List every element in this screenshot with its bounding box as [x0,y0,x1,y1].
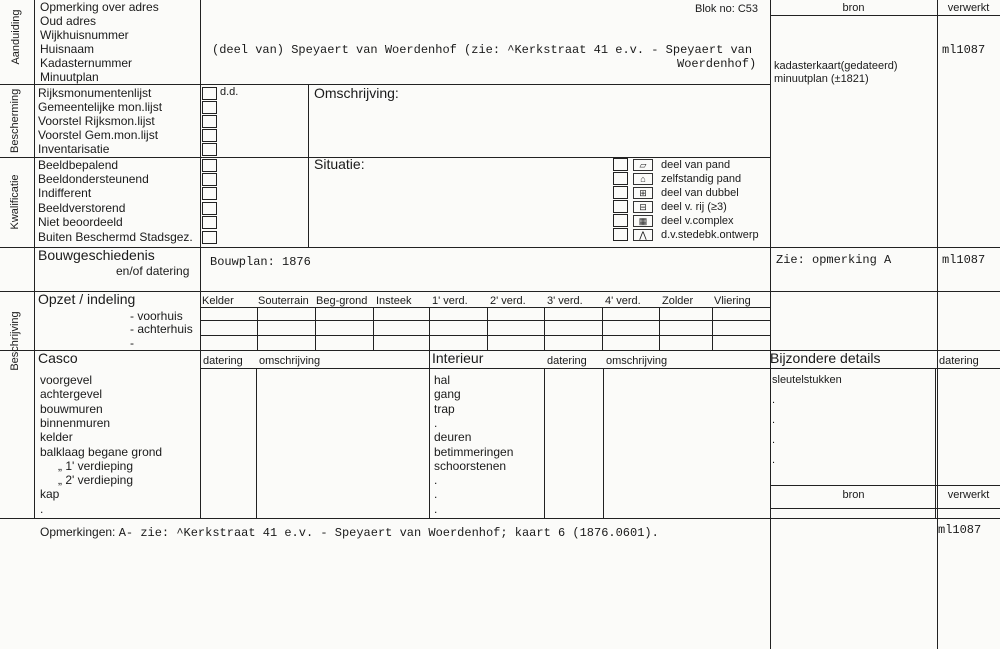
opzet-row-label: - achterhuis [130,322,193,336]
bron-header-2: bron [842,489,865,501]
opzet-col-8 [659,307,660,350]
situatie-item: deel v.complex [661,215,734,227]
casco-item: voorgevel [40,373,93,387]
opzet-col-header: Souterrain [258,295,309,307]
aanduiding-item: Oud adres [40,14,97,28]
interieur-item: betimmeringen [434,445,514,459]
interieur-omschrijving: omschrijving [606,355,668,367]
casco-item: kelder [40,430,73,444]
interieur-item: gang [434,387,461,401]
blok-value: C53 [737,3,758,15]
bron-col-line [770,0,771,649]
opzet-col-header: Vliering [714,295,751,307]
casco-item: achtergevel [40,387,103,401]
situatie-label: Situatie: [314,156,365,172]
situatie-checkbox[interactable] [613,186,628,199]
opzet-col-5 [487,307,488,350]
kwalificatie-item: Niet beoordeeld [38,215,123,229]
situatie-item: deel v. rij (≥3) [661,201,727,213]
opmerkingen-label: Opmerkingen: [40,525,116,539]
casco-omschrijving: omschrijving [259,355,321,367]
bron-kadasterkaart: kadasterkaart(gedateerd) [774,60,898,72]
section-label-bescherming: Bescherming [9,88,21,153]
bescherming-item: Rijksmonumentenlijst [38,86,152,100]
opzet-col-header: 4' verd. [605,295,641,307]
stedebouw-icon: ⋀ [633,229,653,241]
bescherming-item: Inventarisatie [38,142,110,156]
bouw-verwerkt: ml1087 [942,253,986,267]
casco-datering: datering [203,355,243,367]
rail-line [34,0,35,518]
situatie-checkbox[interactable] [613,172,628,185]
divider-bouwgeschiedenis [0,291,1000,292]
opzet-col-4 [429,307,430,350]
opzet-col-header: 2' verd. [490,295,526,307]
kwalificatie-item: Buiten Beschermd Stadsgez. [38,230,193,244]
situatie-item: deel van pand [661,159,731,171]
col-line-2 [308,84,309,247]
opzet-row-label: - voorhuis [130,309,183,323]
bijzondere-item: sleutelstukken [772,374,842,386]
opzet-title: Opzet / indeling [38,291,136,307]
kwalificatie-item: Beeldondersteunend [38,172,149,186]
opzet-row-2 [200,320,770,321]
opzet-col-3 [373,307,374,350]
casco-col-a [200,350,201,518]
bescherming-checkbox[interactable] [202,143,217,156]
bescherming-checkbox[interactable] [202,87,217,100]
kwalificatie-checkbox[interactable] [202,187,217,200]
casco-item: binnenmuren [40,416,111,430]
opzet-col-1 [257,307,258,350]
kwalificatie-item: Beeldbepalend [38,158,119,172]
divider-casco [0,518,1000,519]
opzet-col-7 [602,307,603,350]
aanduiding-item: Wijkhuisnummer [40,28,129,42]
kwalificatie-checkbox[interactable] [202,216,217,229]
bescherming-checkbox[interactable] [202,101,217,114]
opzet-col-header: Kelder [202,295,234,307]
blok-label: Blok no: C53 [695,3,758,15]
bescherming-checkbox[interactable] [202,129,217,142]
casco-item: balklaag begane grond [40,445,163,459]
opzet-col-header: Zolder [662,295,694,307]
bijzondere-item: . [772,414,776,426]
aanduiding-note-line2: Woerdenhof) [677,57,757,71]
bijzondere-item: . [772,394,776,406]
kwalificatie-item: Beeldverstorend [38,201,126,215]
interieur-col-c [603,368,604,518]
interieur-item: . [434,416,438,430]
bijzondere-item: . [772,434,776,446]
casco-title: Casco [38,350,78,366]
divider-bron-header-2b [770,508,1000,509]
section-label-aanduiding: Aanduiding [10,9,22,65]
bouw-col-line [200,247,201,291]
opzet-col-header: 1' verd. [432,295,468,307]
bouwgeschiedenis-subtitle: en/of datering [116,264,190,278]
bescherming-item: Gemeentelijke mon.lijst [38,100,163,114]
deel-van-pand-icon: ▱ [633,159,653,171]
casco-item: bouwmuren [40,402,103,416]
situatie-checkbox[interactable] [613,228,628,241]
interieur-item: hal [434,373,451,387]
bijzondere-title: Bijzondere details [770,350,881,366]
interieur-title: Interieur [432,350,484,366]
dd-label: d.d. [220,86,239,98]
omschrijving-label: Omschrijving: [314,85,399,101]
interieur-item: trap [434,402,455,416]
col-line-1 [200,0,201,247]
bijzondere-datering: datering [939,355,979,367]
section-label-kwalificatie: Kwalificatie [9,174,21,230]
verwerkt-header-2: verwerkt [947,489,990,501]
situatie-item: zelfstandig pand [661,173,742,185]
kwalificatie-checkbox[interactable] [202,159,217,172]
bijzondere-item: . [772,454,776,466]
bescherming-item: Voorstel Gem.mon.lijst [38,128,159,142]
opzet-col-2 [315,307,316,350]
kwalificatie-checkbox[interactable] [202,173,217,186]
dubbel-icon: ⊞ [633,187,653,199]
kwalificatie-checkbox[interactable] [202,202,217,215]
aanduiding-note-line1: (deel van) Speyaert van Woerdenhof (zie: ^Kerkstraat 41 e.v. - Speyaert van [212,43,753,57]
verwerkt-col-line [937,0,938,649]
interieur-col-a [429,350,430,518]
opzet-row-label: - [130,336,134,350]
opzet-row-3 [200,335,770,336]
interieur-col-b [544,368,545,518]
aanduiding-item: Opmerking over adres [40,0,159,14]
opzet-col-6 [544,307,545,350]
opmerkingen-verwerkt: ml1087 [938,523,982,537]
divider-bron-header-2 [770,485,1000,486]
complex-icon: ▦ [633,215,653,227]
interieur-item: schoorstenen [434,459,507,473]
kwalificatie-checkbox[interactable] [202,231,217,244]
bescherming-item: Voorstel Rijksmon.lijst [38,114,155,128]
bron-minuutplan: minuutplan (±1821) [774,73,869,85]
aanduiding-item: Minuutplan [40,70,99,84]
bouwplan-value: Bouwplan: 1876 [210,255,311,269]
opmerkingen-text: A- zie: ^Kerkstraat 41 e.v. - Speyaert van Woerdenhof; kaart 6 (1876.0601). [118,526,659,540]
rij-icon: ⊟ [633,201,653,213]
aanduiding-item: Kadasternummer [40,56,133,70]
situatie-item: deel van dubbel [661,187,739,199]
casco-item: „ 2' verdieping [58,473,133,487]
bouwgeschiedenis-title: Bouwgeschiedenis [38,247,155,263]
interieur-datering: datering [547,355,587,367]
interieur-item: deuren [434,430,472,444]
opzet-col-9 [712,307,713,350]
section-label-beschrijving: Beschrijving [9,311,21,371]
interieur-item: . [434,487,438,501]
bescherming-checkbox[interactable] [202,115,217,128]
verwerkt-value: ml1087 [942,43,986,57]
interieur-item: . [434,473,438,487]
casco-item: kap [40,487,60,501]
aanduiding-item: Huisnaam [40,42,95,56]
opzet-col-header: 3' verd. [547,295,583,307]
situatie-checkbox[interactable] [613,158,628,171]
zie-opmerking: Zie: opmerking A [776,253,892,267]
casco-col-b [256,368,257,518]
zelfstandig-pand-icon: ⌂ [633,173,653,185]
interieur-item: . [434,502,438,516]
kwalificatie-item: Indifferent [38,186,92,200]
opmerkingen-line [40,525,659,541]
situatie-checkbox[interactable] [613,200,628,213]
verwerkt-header: verwerkt [947,2,990,14]
bron-header: bron [842,2,865,14]
situatie-checkbox[interactable] [613,214,628,227]
opzet-col-header: Beg-grond [316,295,368,307]
casco-item: . [40,502,44,516]
casco-item: „ 1' verdieping [58,459,133,473]
situatie-item: d.v.stedebk.ontwerp [661,229,759,241]
opzet-col-header: Insteek [376,295,412,307]
